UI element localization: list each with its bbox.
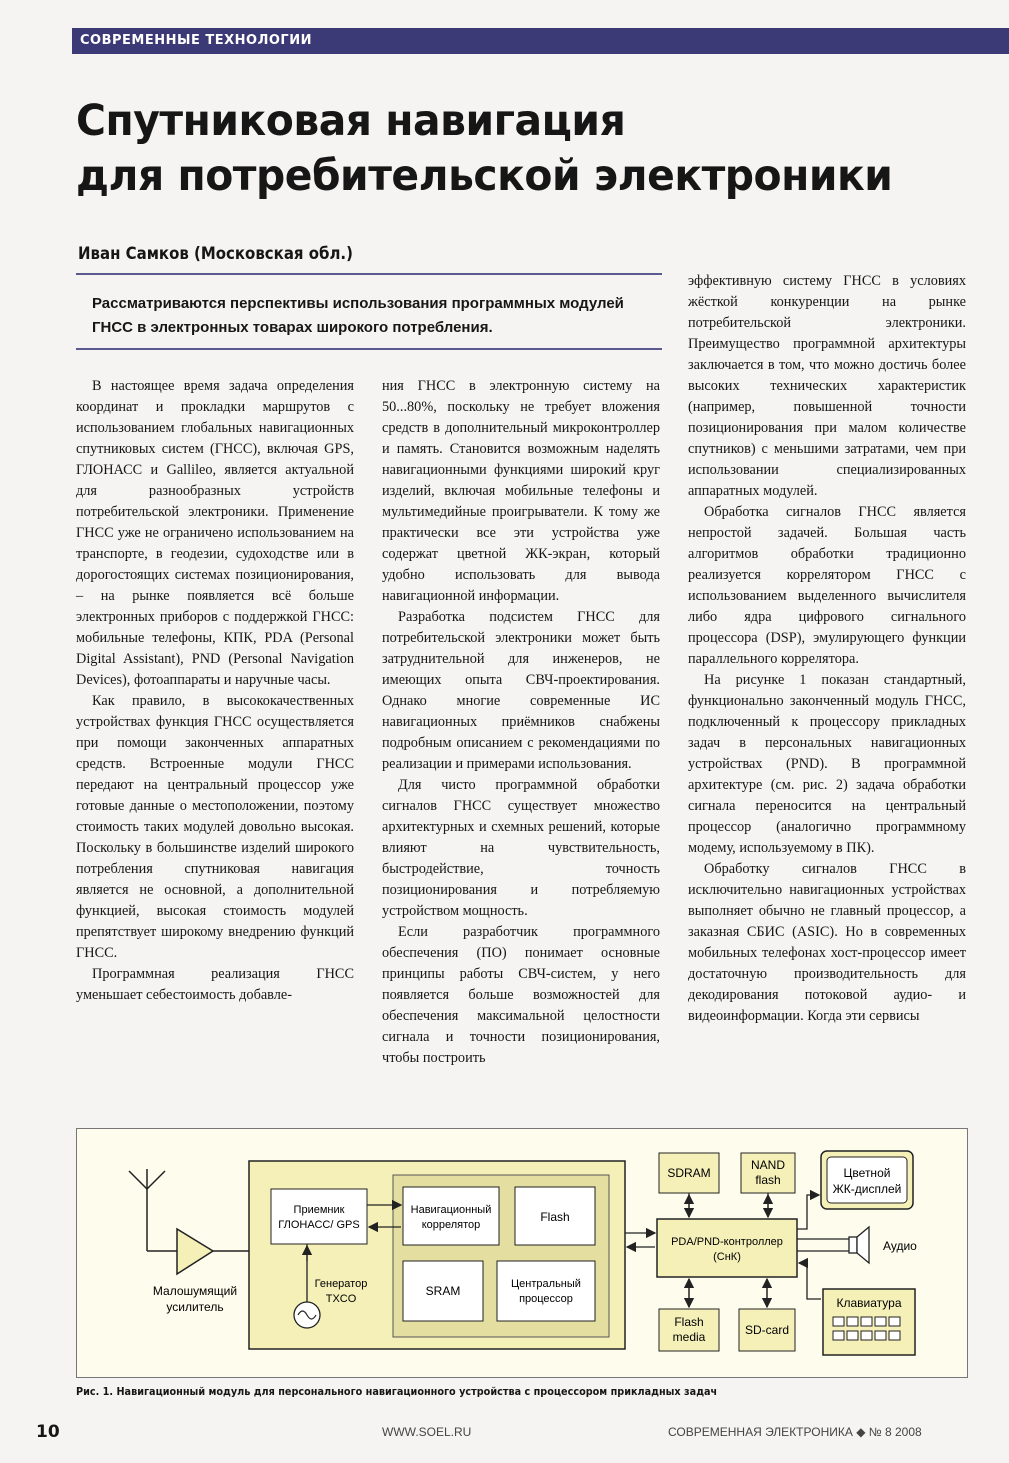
tcxo-label-1: Генератор <box>314 1278 368 1290</box>
audio-label: Аудио <box>883 1239 917 1253</box>
controller-block <box>657 1219 797 1277</box>
figure-1 <box>76 1128 968 1378</box>
paragraph: Если разработчик программного обеспечения (ПО) понимает основные принципы работы СВЧ-систем, у него появляется больше возможностей для обеспечения максимальной целостности сигнала и точности позиционирования, чтобы построить <box>382 924 660 1066</box>
footer-magazine: СОВРЕМЕННАЯ ЭЛЕКТРОНИКА ◆ № 8 2008 <box>668 1425 922 1439</box>
author: Иван Самков (Московская обл.) <box>78 244 353 264</box>
controller-label-2: (СнК) <box>713 1251 741 1263</box>
lna-label-1: Малошумящий <box>152 1284 238 1298</box>
text-column-2 <box>382 376 660 1069</box>
cpu-block <box>497 1261 595 1321</box>
flash-label: Flash <box>540 1210 570 1224</box>
speaker-icon <box>849 1227 869 1263</box>
paragraph: Как правило, в высококачественных устройствах функция ГНСС осуществляется при помощи законченных аппаратных средств. Встроенные модули ГНСС передают на центральный процессор уже готовые данные о местоположении, поэтому стоимость таких модулей довольно высокая. Поскольку в большинстве изделий широкого потребления спутниковая навигация является не основной, а дополнительной функцией, высокая стоимость модулей препятствует широкому внедрению функций ГНСС. <box>76 693 354 961</box>
cpu-label-1: Центральный <box>511 1278 581 1290</box>
sdcard-label: SD-card <box>744 1323 790 1337</box>
antenna-icon <box>129 1169 177 1251</box>
text-column-3 <box>688 271 966 1027</box>
rule-bottom <box>76 348 662 350</box>
paragraph: В настоящее время задача определения координат и прокладки маршрутов с использованием глобальных навигационных спутниковых систем (ГНСС), включая GPS, ГЛОНАСС и Gallileo, является актуальной для разнообразных устройств потребительской электроники. Применение ГНСС уже не ограничено использованием на транспорте, в геодезии, судоходстве или в дорогостоящих системах позиционирования, – на рынке появляется всё больше электронных приборов с поддержкой ГНСС: мобильные телефоны, КПК, PDA (Personal Digital Assistant), PND (Personal Navigation Devices), фотоаппараты и наручные часы. <box>76 378 354 688</box>
paragraph: Для чисто программной обработки сигналов ГНСС существует множество архитектурных и схемных решений, которые влияют на чувствительность, быстродействие, точность позиционирования и потребляемую устройством мощность. <box>382 777 660 919</box>
title-line-1: Спутниковая навигация <box>76 96 626 146</box>
cpu-label-2: процессор <box>519 1293 573 1305</box>
lcd-label-1: Цветной <box>843 1166 891 1180</box>
article-title <box>76 94 912 204</box>
correlator-block <box>403 1187 499 1245</box>
paragraph: эффективную систему ГНСС в условиях жёсткой конкуренции на рынке потребительской электроники. Преимущество программной архитектуры заключается в том, что можно достичь более высоких технических характеристик (например, повышенной точности позиционирования при малом количестве спутников) с меньшими затратами, чем при использовании специализированных аппаратных модулей. <box>688 273 966 499</box>
paragraph: На рисунке 1 показан стандартный, функционально законченный модуль ГНСС, подключенный к процессору прикладных задач в персональных навигационных устройствах (PND). В программной архитектуре (см. рис. 2) задача обработки сигнала переносится на центральный процессор (аналогично программному модему, используемому в ПК). <box>688 672 966 856</box>
flash-media-label-2: media <box>672 1330 706 1344</box>
correlator-label-2: коррелятор <box>421 1219 481 1231</box>
correlator-label-1: Навигационный <box>410 1204 492 1216</box>
nand-label-1: NAND <box>750 1158 786 1172</box>
figure-caption: Рис. 1. Навигационный модуль для персонального навигационного устройства с процессором прикладных задач <box>76 1385 718 1398</box>
block-diagram <box>77 1129 967 1377</box>
paragraph: Обработку сигналов ГНСС в исключительно навигационных устройствах выполняет обычно не главный процессор, а заказная СБИС (ASIC). Но в современных мобильных телефонах хост-процессор имеет достаточную производительность для декодирования потоковой аудио- и видеоинформации. Когда эти сервисы <box>688 861 966 1024</box>
paragraph: ния ГНСС в электронную систему на 50...80%, поскольку не требует вложения средств в дополнительный микроконтроллер и память. Становится возможным наделять навигационными функциями широкий круг изделий, включая мобильные телефоны и мультимедийные проигрыватели. К тому же практически все эти устройства уже содержат цветной ЖК-экран, который удобно использовать для вывода навигационной информации. <box>382 378 660 604</box>
flash-media-label-1: Flash <box>674 1315 704 1329</box>
lcd-label-2: ЖК-дисплей <box>832 1182 902 1196</box>
section-label: СОВРЕМЕННЫЕ ТЕХНОЛОГИИ <box>80 33 312 48</box>
paragraph: Обработка сигналов ГНСС является непростой задачей. Большая часть алгоритмов обработки традиционно реализуется коррелятором ГНСС с использованием выделенного вычислителя либо ядра цифрового сигнального процессора (DSP), эмулирующего функции параллельного коррелятора. <box>688 504 966 667</box>
paragraph: Программная реализация ГНСС уменьшает себестоимость добавле- <box>76 966 354 1003</box>
paragraph: Разработка подсистем ГНСС для потребительской электроники может быть затруднительной для инженеров, не имеющих опыта СВЧ-проектирования. Однако многие современные ИС навигационных приёмников снабжены подробным описанием с рекомендациями по реализации и примерами использования. <box>382 609 660 772</box>
amplifier-icon <box>177 1229 213 1274</box>
tcxo-label-2: TXCO <box>325 1293 357 1305</box>
page-number: 10 <box>36 1422 60 1442</box>
nand-label-2: flash <box>755 1173 781 1187</box>
receiver-block <box>271 1189 367 1244</box>
sdram-label: SDRAM <box>667 1166 711 1180</box>
receiver-label-2: ГЛОНАСС/ GPS <box>278 1219 360 1231</box>
lna-label-2: усилитель <box>166 1300 224 1314</box>
keyboard-label: Клавиатура <box>836 1296 902 1310</box>
controller-label-1: PDA/PND-контроллер <box>671 1236 783 1248</box>
footer-site: WWW.SOEL.RU <box>382 1425 472 1439</box>
abstract: Рассматриваются перспективы использования программных модулей ГНСС в электронных товарах широкого потребления. <box>92 295 624 336</box>
sram-label: SRAM <box>425 1284 461 1298</box>
text-column-1 <box>76 376 354 1006</box>
receiver-label-1: Приемник <box>293 1204 345 1216</box>
title-line-2: для потребительской электроники <box>76 151 893 201</box>
rule-top <box>76 273 662 275</box>
